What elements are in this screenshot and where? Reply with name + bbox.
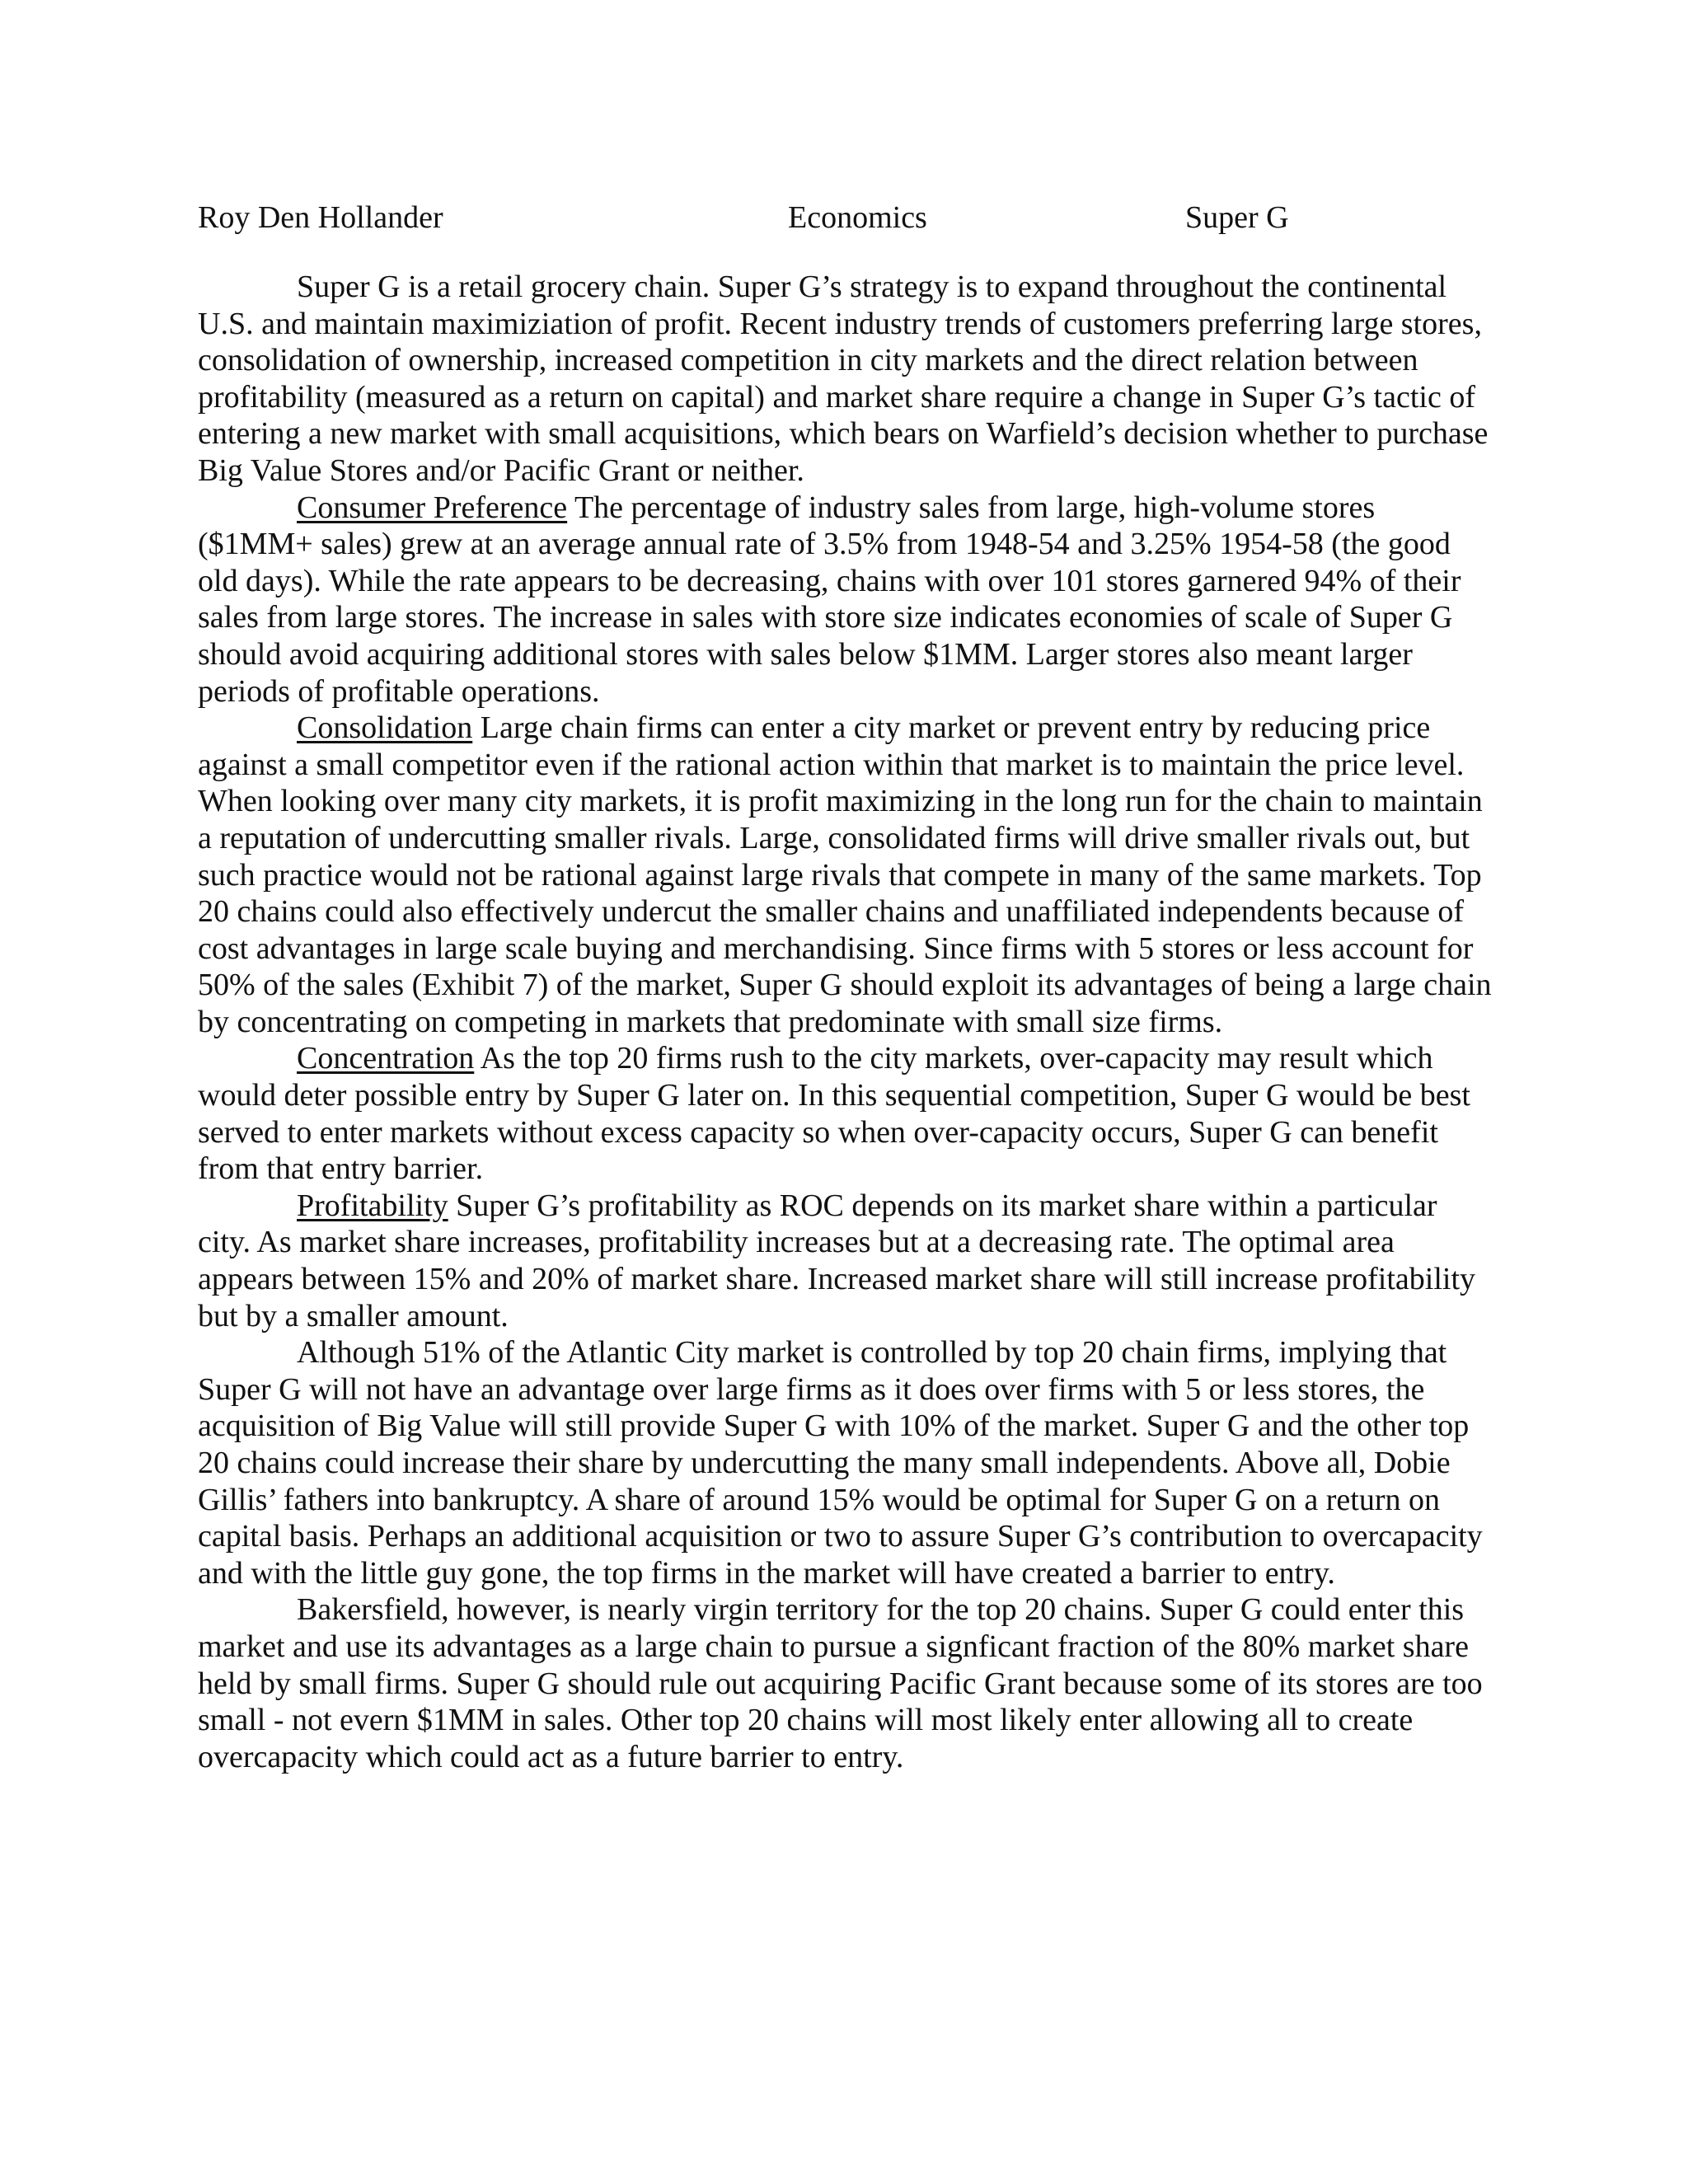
- paragraph-introduction: [198, 269, 1492, 490]
- section-heading: Concentration: [297, 1041, 475, 1076]
- paragraph-text: Large chain firms can enter a city market or prevent entry by reducing price against a small competitor even if the rational action within that market is to maintain the price level. When looking over many city markets, it is profit maximizing in the long run for the chain to maintain a reputation of undercutting smaller rivals. Large, consolidated firms will drive smaller rivals out, but such practice would not be rational against large rivals that compete in many of the same markets. Top 20 chains could also effectively undercut the smaller chains and unaffiliated independents because of cost advantages in large scale buying and merchandising. Since firms with 5 stores or less account for 50% of the sales (Exhibit 7) of the market, Super G should exploit its advantages of being a large chain by concentrating on competing in markets that predominate with small size firms.: [198, 710, 1492, 1039]
- paragraph-text: Bakersfield, however, is nearly virgin territory for the top 20 chains. Super G could enter this market and use its advantages as a large chain to pursue a signficant fraction of the 80% market share held by small firms. Super G should rule out acquiring Pacific Grant because some of its stores are too small - not evern $1MM in sales. Other top 20 chains will most likely enter allowing all to create overcapacity which could act as a future barrier to entry.: [198, 1592, 1483, 1774]
- paragraph-text: Super G’s profitability as ROC depends on its market share within a particular city. As market share increases, profitability increases but at a decreasing rate. The optimal area appears between 15% and 20% of market share. Increased market share will still increase profitability but by a smaller amount.: [198, 1188, 1476, 1333]
- paragraph-consumer-preference: [198, 490, 1492, 710]
- paragraph-text: Although 51% of the Atlantic City market is controlled by top 20 chain firms, implying that Super G will not have an advantage over large firms as it does over firms with 5 or less stores, the acquisition of Big Value will still provide Super G with 10% of the market. Super G and the other top 20 chains could increase their share by undercutting the many small independents. Above all, Dobie Gillis’ fathers into bankruptcy. A share of around 15% would be optimal for Super G on a return on capital basis. Perhaps an additional acquisition or two to assure Super G’s contribution to overcapacity and with the little guy gone, the top firms in the market will have created a barrier to entry.: [198, 1335, 1483, 1591]
- section-heading: Consumer Preference: [297, 490, 568, 525]
- document-body: [198, 269, 1492, 1775]
- document-title: Super G: [1185, 200, 1289, 235]
- section-heading: Consolidation: [297, 710, 473, 746]
- paragraph-profitability: [198, 1188, 1492, 1334]
- paragraph-atlantic-city: [198, 1334, 1492, 1591]
- paragraph-text: Super G is a retail grocery chain. Super G’s strategy is to expand throughout the continental U.S. and maintain maximiziation of profit. Recent industry trends of customers preferring large stores, consolidation of ownership, increased competition in city markets and the direct relation between profitability (measured as a return on capital) and market share require a change in Super G’s tactic of entering a new market with small acquisitions, which bears on Warfield’s decision whether to purchase Big Value Stores and/or Pacific Grant or neither.: [198, 269, 1489, 488]
- document-header: [198, 194, 1500, 241]
- paragraph-bakersfield: [198, 1591, 1492, 1775]
- course-subject: Economics: [788, 200, 927, 235]
- paragraph-text: As the top 20 firms rush to the city markets, over-capacity may result which would deter possible entry by Super G later on. In this sequential competition, Super G would be best served to enter markets without excess capacity so when over-capacity occurs, Super G can benefit from that entry barrier.: [198, 1041, 1470, 1187]
- paragraph-concentration: [198, 1040, 1492, 1187]
- paragraph-text: The percentage of industry sales from large, high-volume stores ($1MM+ sales) grew at an average annual rate of 3.5% from 1948-54 and 3.25% 1954-58 (the good old days). While the rate appears to be decreasing, chains with over 101 stores garnered 94% of their sales from large stores. The increase in sales with store size indicates economies of scale of Super G should avoid acquiring additional stores with sales below $1MM. Larger stores also meant larger periods of profitable operations.: [198, 490, 1461, 709]
- section-heading: Profitability: [297, 1188, 448, 1223]
- paragraph-consolidation: [198, 710, 1492, 1040]
- author-name: Roy Den Hollander: [198, 200, 443, 235]
